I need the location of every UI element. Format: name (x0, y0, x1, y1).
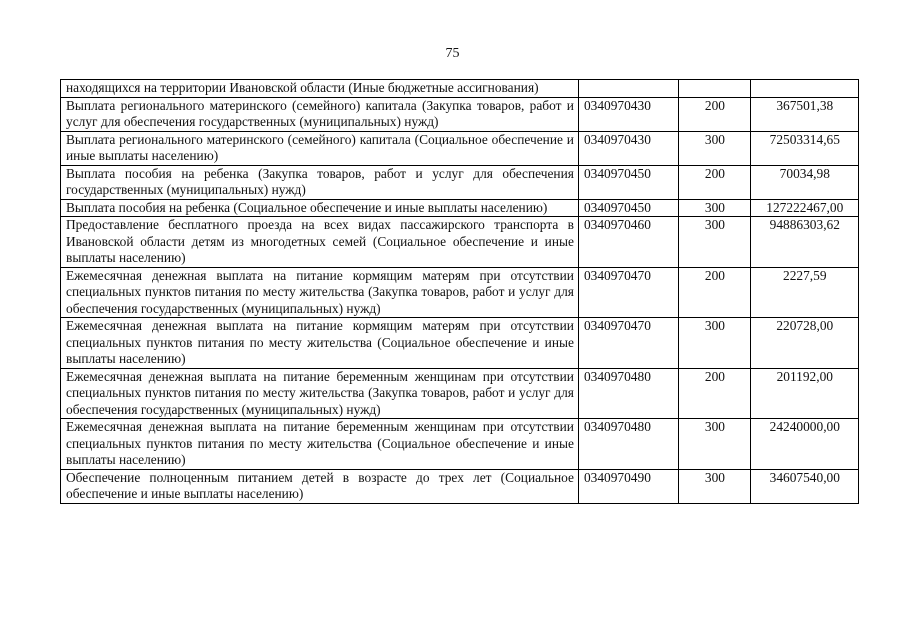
item-name-cell: Выплата регионального материнского (семейного) капитала (Социальное обеспечение и иные выплаты населению) (61, 131, 579, 165)
item-name-cell: Ежемесячная денежная выплата на питание кормящим матерям при отсутствии специальных пунктов питания по месту жительства (Закупка товаров, работ и услуг для обеспечения государственных (муниципальных) нужд) (61, 267, 579, 318)
table-row (61, 97, 859, 131)
amount-cell (750, 80, 858, 98)
table-row (61, 217, 859, 268)
amount-cell: 367501,38 (750, 97, 858, 131)
table-row (61, 267, 859, 318)
expense-type-cell: 300 (679, 131, 750, 165)
target-code-cell: 0340970470 (578, 267, 678, 318)
table-row (61, 469, 859, 503)
table-row (61, 80, 859, 98)
page-number: 75 (445, 46, 460, 61)
expense-type-cell: 200 (679, 267, 750, 318)
expense-type-cell: 200 (679, 368, 750, 419)
amount-cell: 94886303,62 (750, 217, 858, 268)
expense-type-cell: 300 (679, 419, 750, 470)
item-name-cell: Ежемесячная денежная выплата на питание кормящим матерям при отсутствии специальных пунктов питания по месту жительства (Социальное обеспечение и иные выплаты населению) (61, 318, 579, 369)
item-name-cell: Выплата регионального материнского (семейного) капитала (Закупка товаров, работ и услуг для обеспечения государственных (муниципальных) нужд) (61, 97, 579, 131)
item-name-cell: находящихся на территории Ивановской области (Иные бюджетные ассигнования) (61, 80, 579, 98)
amount-cell: 201192,00 (750, 368, 858, 419)
expense-type-cell: 300 (679, 199, 750, 217)
target-code-cell: 0340970430 (578, 97, 678, 131)
item-name-cell: Ежемесячная денежная выплата на питание беременным женщинам при отсутствии специальных пунктов питания по месту жительства (Социальное обеспечение и иные выплаты населению) (61, 419, 579, 470)
budget-table (60, 79, 859, 504)
expense-type-cell (679, 80, 750, 98)
target-code-cell: 0340970490 (578, 469, 678, 503)
amount-cell: 70034,98 (750, 165, 858, 199)
target-code-cell: 0340970430 (578, 131, 678, 165)
amount-cell: 127222467,00 (750, 199, 858, 217)
target-code-cell: 0340970460 (578, 217, 678, 268)
amount-cell: 72503314,65 (750, 131, 858, 165)
budget-table-body (61, 80, 859, 504)
target-code-cell: 0340970480 (578, 419, 678, 470)
target-code-cell: 0340970480 (578, 368, 678, 419)
expense-type-cell: 200 (679, 97, 750, 131)
item-name-cell: Ежемесячная денежная выплата на питание беременным женщинам при отсутствии специальных пунктов питания по месту жительства (Закупка товаров, работ и услуг для обеспечения государственных (муниципальных) нужд) (61, 368, 579, 419)
expense-type-cell: 300 (679, 318, 750, 369)
item-name-cell: Предоставление бесплатного проезда на всех видах пассажирского транспорта в Ивановской области детям из многодетных семей (Социальное обеспечение и иные выплаты населению) (61, 217, 579, 268)
table-row (61, 419, 859, 470)
expense-type-cell: 300 (679, 469, 750, 503)
item-name-cell: Выплата пособия на ребенка (Закупка товаров, работ и услуг для обеспечения государственных (муниципальных) нужд) (61, 165, 579, 199)
amount-cell: 34607540,00 (750, 469, 858, 503)
item-name-cell: Выплата пособия на ребенка (Социальное обеспечение и иные выплаты населению) (61, 199, 579, 217)
amount-cell: 220728,00 (750, 318, 858, 369)
table-row (61, 131, 859, 165)
expense-type-cell: 200 (679, 165, 750, 199)
target-code-cell (578, 80, 678, 98)
table-row (61, 199, 859, 217)
expense-type-cell: 300 (679, 217, 750, 268)
target-code-cell: 0340970470 (578, 318, 678, 369)
item-name-cell: Обеспечение полноценным питанием детей в возрасте до трех лет (Социальное обеспечение и иные выплаты населению) (61, 469, 579, 503)
table-row (61, 368, 859, 419)
amount-cell: 24240000,00 (750, 419, 858, 470)
target-code-cell: 0340970450 (578, 165, 678, 199)
table-row (61, 318, 859, 369)
amount-cell: 2227,59 (750, 267, 858, 318)
table-row (61, 165, 859, 199)
target-code-cell: 0340970450 (578, 199, 678, 217)
